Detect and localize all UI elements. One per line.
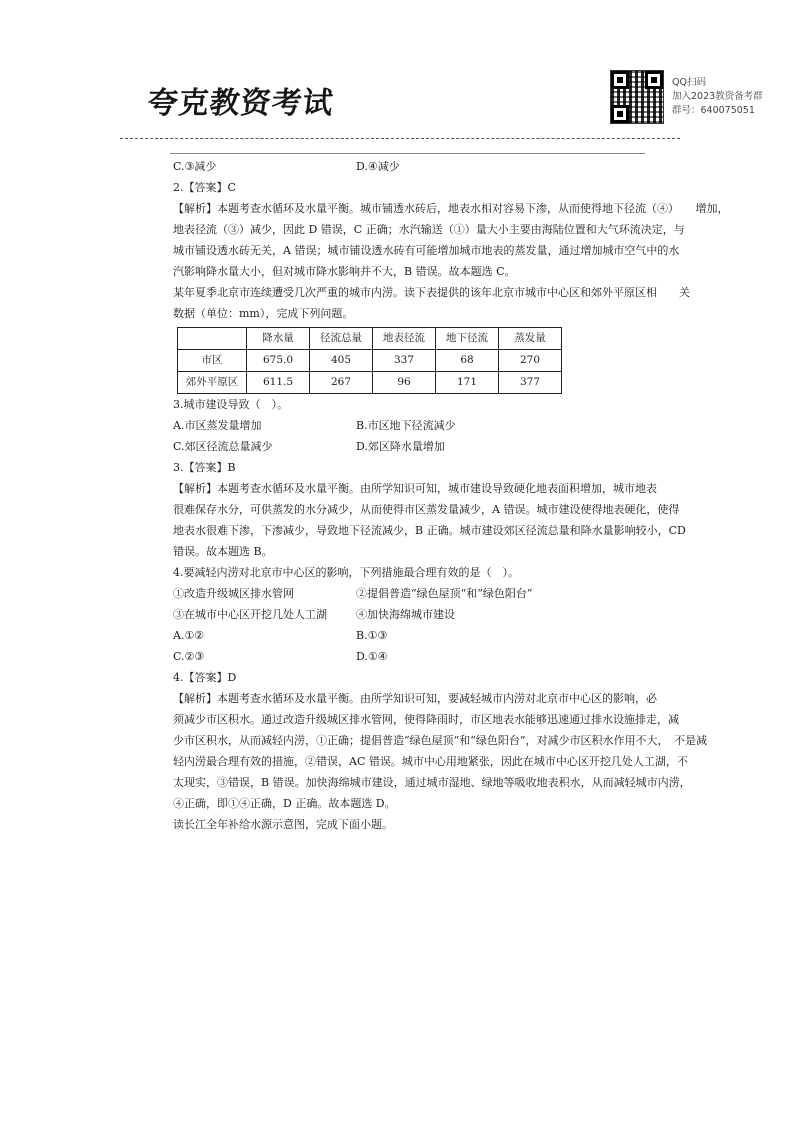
q3-options-row	[173, 436, 643, 457]
option-text: D.④减少	[356, 160, 400, 173]
qr-code-image[interactable]	[610, 70, 664, 124]
option-text: C.郊区径流总量减少	[173, 440, 273, 453]
qr-caption	[672, 76, 763, 118]
table-header-cell: 降水量	[247, 328, 310, 350]
q3-options-row	[173, 415, 643, 436]
option-text: B.①③	[356, 629, 388, 642]
table-cell: 611.5	[247, 372, 310, 394]
option-text: D.①④	[356, 650, 388, 663]
table-cell: 267	[310, 372, 373, 394]
explanation-line: 地表径流（③）减少，因此 D 错误，C 正确；水汽输送（①）量大小主要由海陆位置和大气环流决定，与	[173, 223, 685, 236]
table-cell: 270	[499, 350, 562, 372]
explanation-line: 很难保存水分，可供蒸发的水分减少，从而使得市区蒸发量减少，A 错误。城市建设使得地表硬化，使得	[173, 503, 680, 516]
table-header-row	[178, 328, 562, 350]
explanation-line: 轻内涝最合理有效的措施，②错误，AC 错误。城市中心用地紧张，因此在城市中心区开挖几处人工湖，不	[173, 755, 688, 768]
answer-line: 4.【答案】D	[173, 671, 237, 684]
table-cell: 171	[436, 372, 499, 394]
table-cell: 市区	[178, 350, 247, 372]
qr-caption-line: QQ扫码	[672, 77, 706, 88]
measure-item: ①改造升级城区排水管网	[173, 587, 294, 600]
explanation-line: 少市区积水，从而减轻内涝，①正确；提倡普造“绿色屋顶“和“绿色阳台”，对减少市区积水作用不大， 不是减	[173, 734, 707, 747]
table-header-cell: 蒸发量	[499, 328, 562, 350]
q4-items-row	[173, 604, 643, 625]
answer-line: 3.【答案】B	[173, 461, 236, 474]
qr-caption-line: 加入2023教资备考群	[672, 91, 763, 102]
document-body	[173, 156, 729, 835]
explanation-line: 地表水很难下渗，下渗减少，导致地下径流减少，B 正确。城市建设郊区径流总量和降水量影响较小，CD	[173, 524, 686, 537]
explanation-line: 须减少市区积水。通过改造升级城区排水管网，使得降雨时，市区地表水能够迅速通过排水设施排走，减	[173, 713, 679, 726]
explanation-line: 城市铺设透水砖无关，A 错误；城市铺设透水砖有可能增加城市地表的蒸发量，通过增加城市空气中的水	[173, 244, 680, 257]
explanation-line: 【解析】本题考查水循环及水量平衡。由所学知识可知，要减轻城市内涝对北京市中心区的影响，必	[173, 692, 657, 705]
table-cell: 68	[436, 350, 499, 372]
table-header-cell: 地下径流	[436, 328, 499, 350]
explanation-line: 汽影响降水量大小，但对城市降水影响并不大，B 错误。故本题选 C。	[173, 265, 516, 278]
explanation-line: 太现实，③错误，B 错误。加快海绵城市建设，通过城市湿地、绿地等吸收地表积水，从而减轻城市内涝，	[173, 776, 691, 789]
qr-caption-line: 群号：640075051	[672, 105, 755, 116]
explanation-line: ④正确，即①④正确，D 正确。故本题选 D。	[173, 797, 396, 810]
intro-line: 某年夏季北京市连续遭受几次严重的城市内涝。读下表提供的该年北京市城市中心区和郊外平原区相 关	[173, 286, 690, 299]
header-divider	[120, 138, 680, 139]
table-cell: 337	[373, 350, 436, 372]
table-cell: 96	[373, 372, 436, 394]
table-row	[178, 372, 562, 394]
table-header-cell: 径流总量	[310, 328, 373, 350]
table-cell: 377	[499, 372, 562, 394]
question-stem: 4.要减轻内涝对北京市中心区的影响，下列措施最合理有效的是（ ）。	[173, 566, 519, 579]
measure-item: ④加快海绵城市建设	[356, 608, 455, 621]
option-text: B.市区地下径流减少	[356, 419, 456, 432]
table-cell: 675.0	[247, 350, 310, 372]
explanation-line: 【解析】本题考查水循环及水量平衡。城市铺透水砖后，地表水相对容易下渗，从而使得地下径流（④） 增加，	[173, 202, 729, 215]
option-text: C.②③	[173, 650, 205, 663]
brand-logo-text: 夸克教资考试	[145, 86, 336, 121]
table-cell: 405	[310, 350, 373, 372]
q2-options-row	[173, 156, 643, 177]
question-stem: 3.城市建设导致（ ）。	[173, 398, 288, 411]
q4-options-row	[173, 646, 643, 667]
option-text: A.①②	[173, 629, 205, 642]
content-top-rule	[170, 153, 645, 154]
explanation-line: 错误。故本题选 B。	[173, 545, 273, 558]
measure-item: ③在城市中心区开挖几处人工湖	[173, 608, 327, 621]
option-text: C.③减少	[173, 160, 217, 173]
option-text: D.郊区降水量增加	[356, 440, 445, 453]
q4-options-row	[173, 625, 643, 646]
answer-line: 2.【答案】C	[173, 181, 236, 194]
explanation-line: 【解析】本题考查水循环及水量平衡。由所学知识可知，城市建设导致硬化地表面积增加，城市地表	[173, 482, 657, 495]
intro-line: 数据（单位：mm），完成下列问题。	[173, 307, 354, 320]
measure-item: ②提倡普造“绿色屋顶“和“绿色阳台”	[356, 587, 533, 600]
q4-items-row	[173, 583, 643, 604]
table-header-cell	[178, 328, 247, 350]
data-table	[177, 327, 562, 394]
table-cell: 郊外平原区	[178, 372, 247, 394]
option-text: A.市区蒸发量增加	[173, 419, 262, 432]
table-row	[178, 350, 562, 372]
table-header-cell: 地表径流	[373, 328, 436, 350]
intro-line: 读长江全年补给水源示意图，完成下面小题。	[173, 818, 393, 831]
